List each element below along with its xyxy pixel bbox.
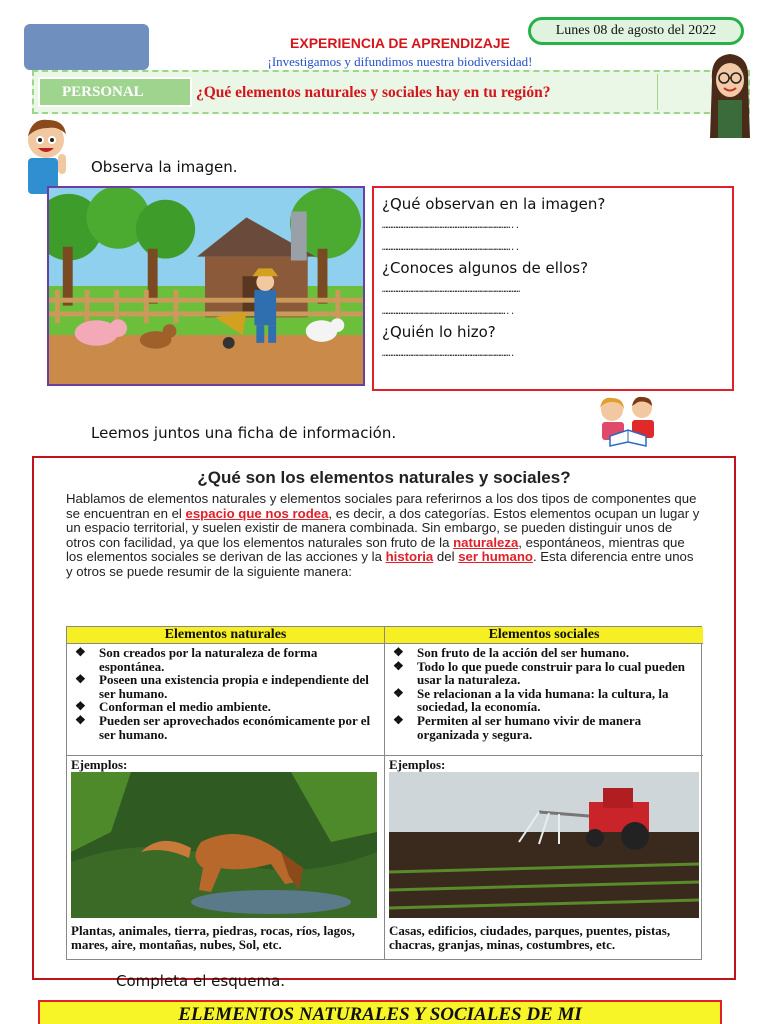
diamond-bullet-icon: ❖	[75, 712, 86, 727]
para-text: , es decir, a dos categorías. Estos elementos ocupan un lugar y un espacio territorial, y suelen existir de manera combinada. Sin embargo, se pueden distinguir unos de otros con facilidad, ya que los elementos naturales son fruto de la	[66, 505, 700, 550]
answer-line[interactable]: ……………………………………………………………………..	[382, 221, 520, 231]
observe-instruction: Observa la imagen.	[91, 158, 238, 176]
answer-line[interactable]: …………………………………………………………………..	[382, 307, 515, 317]
answer-line[interactable]: …………………………………………………………………………	[382, 285, 520, 295]
bullet-list	[67, 644, 384, 756]
comparison-table	[66, 626, 702, 960]
keyword-link: naturaleza	[453, 534, 519, 550]
diamond-bullet-icon: ❖	[393, 645, 404, 659]
experience-subtitle: ¡Investigamos y difundimos nuestra biodiversidad!	[267, 54, 533, 69]
social-column	[385, 627, 703, 959]
para-text: . Esta diferencia entre unos y otros se puede resumir de la siguiente manera:	[66, 549, 694, 579]
question-1: ¿Qué observan en la imagen?	[382, 195, 606, 213]
teacher-illustration	[706, 50, 754, 138]
date-badge: Lunes 08 de agosto del 2022	[528, 17, 744, 45]
diamond-bullet-icon: ❖	[393, 712, 404, 727]
info-paragraph	[66, 492, 702, 579]
list-item: ❖ Todo lo que puede construir para lo cual pueden usar la naturaleza.	[393, 658, 685, 688]
list-item: ❖ Pueden ser aprovechados económicamente por el ser humano.	[75, 712, 371, 742]
list-item: ❖ Conforman el medio ambiente.	[75, 699, 271, 715]
diamond-bullet-icon: ❖	[75, 645, 86, 659]
reading-instruction: Leemos juntos una ficha de información.	[91, 424, 397, 442]
boy-illustration	[22, 116, 74, 194]
experience-title: EXPERIENCIA DE APRENDIZAJE	[290, 35, 510, 51]
blue-header-block	[24, 24, 149, 70]
kids-reading-illustration	[588, 396, 672, 448]
para-text: Hablamos de elementos naturales y elementos sociales para referirnos a los dos tipos de componentes que se encuentran en el	[66, 491, 697, 521]
info-title: ¿Qué son los elementos naturales y sociales?	[197, 468, 571, 487]
column-heading: Elementos sociales	[385, 627, 703, 644]
answer-line[interactable]: …………………………………………………………………….	[382, 349, 515, 359]
diamond-bullet-icon: ❖	[75, 672, 86, 687]
examples-text: Casas, edificios, ciudades, parques, puentes, pistas, chacras, granjas, minas, costumbres, etc.	[389, 923, 671, 952]
list-item: ❖ Se relacionan a la vida humana: la cultura, la sociedad, la economía.	[393, 685, 669, 715]
answer-line[interactable]: ……………………………………………………………………..	[382, 243, 520, 253]
keyword-link: espacio que nos rodea	[185, 505, 329, 521]
keyword-link: historia	[385, 549, 434, 564]
examples-label: Ejemplos:	[389, 757, 446, 772]
session-question: ¿Qué elementos naturales y sociales hay en tu región?	[196, 84, 551, 101]
bullet-list	[385, 644, 703, 756]
complete-instruction: Completa el esquema.	[116, 972, 286, 990]
para-text: , espontáneos, mientras que los elementos sociales se derivan de las acciones y la	[66, 534, 685, 564]
information-card	[32, 456, 736, 980]
question-3: ¿Quién lo hizo?	[382, 323, 496, 341]
farm-illustration	[47, 186, 365, 386]
list-item: ❖ Son fruto de la acción del ser humano.	[393, 645, 630, 660]
list-item: ❖ Permiten al ser humano vivir de manera organizada y segura.	[393, 712, 642, 742]
examples-text: Plantas, animales, tierra, piedras, rocas, ríos, lagos, mares, aire, montañas, nubes, Sol, etc.	[71, 923, 355, 952]
diamond-bullet-icon: ❖	[393, 658, 404, 673]
para-text: del	[433, 549, 459, 564]
list-item: ❖ Son creados por la naturaleza de forma espontánea.	[75, 645, 318, 674]
examples-label: Ejemplos:	[71, 757, 128, 772]
area-tag: PERSONAL	[38, 77, 192, 107]
list-item: ❖ Poseen una existencia propia e independiente del ser humano.	[75, 672, 369, 701]
diamond-bullet-icon: ❖	[393, 685, 404, 700]
header-divider	[657, 74, 658, 110]
column-heading: Elementos naturales	[67, 627, 384, 644]
question-2: ¿Conoces algunos de ellos?	[382, 259, 589, 277]
questions-box	[372, 186, 734, 391]
natural-column	[67, 627, 385, 959]
diamond-bullet-icon: ❖	[75, 699, 86, 714]
keyword-link: ser humano	[458, 549, 533, 564]
tractor-photo	[389, 772, 699, 918]
schema-banner: ELEMENTOS NATURALES Y SOCIALES DE MI	[38, 1000, 722, 1024]
fox-photo	[71, 772, 377, 918]
